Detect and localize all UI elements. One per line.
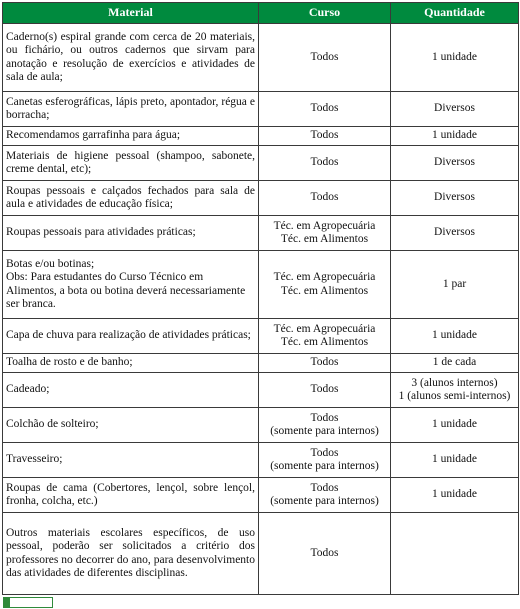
material-cell: Capa de chuva para realização de atividades práticas; [3,319,259,354]
quantidade-cell: 1 unidade [391,319,519,354]
table-row [3,251,519,319]
curso-cell: Todos [259,92,391,127]
table-row [3,146,519,181]
materials-table [2,2,519,595]
material-cell: Roupas pessoais e calçados fechados para sala de aula e atividades de educação física; [3,181,259,216]
quantidade-cell: Diversos [391,181,519,216]
curso-cell: Todos (somente para internos) [259,443,391,478]
table-row [3,319,519,354]
quantidade-cell: 1 par [391,251,519,319]
material-cell: Toalha de rosto e de banho; [3,354,259,373]
table-row [3,216,519,251]
table-row [3,443,519,478]
curso-cell: Téc. em Agropecuária Téc. em Alimentos [259,216,391,251]
quantidade-cell [391,513,519,595]
header-curso: Curso [259,3,391,24]
table-row [3,408,519,443]
material-cell: Roupas pessoais para atividades práticas; [3,216,259,251]
material-cell: Botas e/ou botinas; Obs: Para estudantes do Curso Técnico em Alimentos, a bota ou botina deverá necessariamente ser branca. [3,251,259,319]
material-cell: Caderno(s) espiral grande com cerca de 20 materiais, ou fichário, ou outros cadernos que sirvam para anotação e resolução de exercícios e atividades de sala de aula; [3,24,259,92]
curso-cell: Todos (somente para internos) [259,478,391,513]
quantidade-cell: 3 (alunos internos) 1 (alunos semi-internos) [391,373,519,408]
table-row [3,92,519,127]
page-marker-graphic [3,597,53,608]
material-cell: Roupas de cama (Cobertores, lençol, sobre lençol, fronha, colcha, etc.) [3,478,259,513]
material-cell: Travesseiro; [3,443,259,478]
material-cell: Canetas esferográficas, lápis preto, apontador, régua e borracha; [3,92,259,127]
table-row [3,478,519,513]
curso-cell: Todos [259,24,391,92]
curso-cell: Todos [259,146,391,181]
quantidade-cell: 1 unidade [391,478,519,513]
table-row [3,513,519,595]
curso-cell: Todos [259,354,391,373]
quantidade-cell: Diversos [391,92,519,127]
table-row [3,354,519,373]
header-material: Material [3,3,259,24]
quantidade-cell: 1 unidade [391,408,519,443]
curso-cell: Todos [259,513,391,595]
curso-cell: Téc. em Agropecuária Téc. em Alimentos [259,319,391,354]
quantidade-cell: 1 de cada [391,354,519,373]
quantidade-cell: Diversos [391,146,519,181]
table-row [3,127,519,146]
header-quantidade: Quantidade [391,3,519,24]
quantidade-cell: 1 unidade [391,443,519,478]
material-cell: Cadeado; [3,373,259,408]
quantidade-cell: 1 unidade [391,24,519,92]
table-row [3,24,519,92]
curso-cell: Téc. em Agropecuária Téc. em Alimentos [259,251,391,319]
page-marker-bar [4,598,10,607]
table-row [3,373,519,408]
material-cell: Materiais de higiene pessoal (shampoo, sabonete, creme dental, etc); [3,146,259,181]
material-cell: Colchão de solteiro; [3,408,259,443]
curso-cell: Todos [259,127,391,146]
table-row [3,181,519,216]
curso-cell: Todos [259,373,391,408]
curso-cell: Todos [259,181,391,216]
table-header-row [3,3,519,24]
quantidade-cell: Diversos [391,216,519,251]
material-cell: Recomendamos garrafinha para água; [3,127,259,146]
quantidade-cell: 1 unidade [391,127,519,146]
material-cell: Outros materiais escolares específicos, de uso pessoal, poderão ser solicitados a critério dos professores no decorrer do ano, para desenvolvimento das atividades de diferentes disciplinas. [3,513,259,595]
curso-cell: Todos (somente para internos) [259,408,391,443]
